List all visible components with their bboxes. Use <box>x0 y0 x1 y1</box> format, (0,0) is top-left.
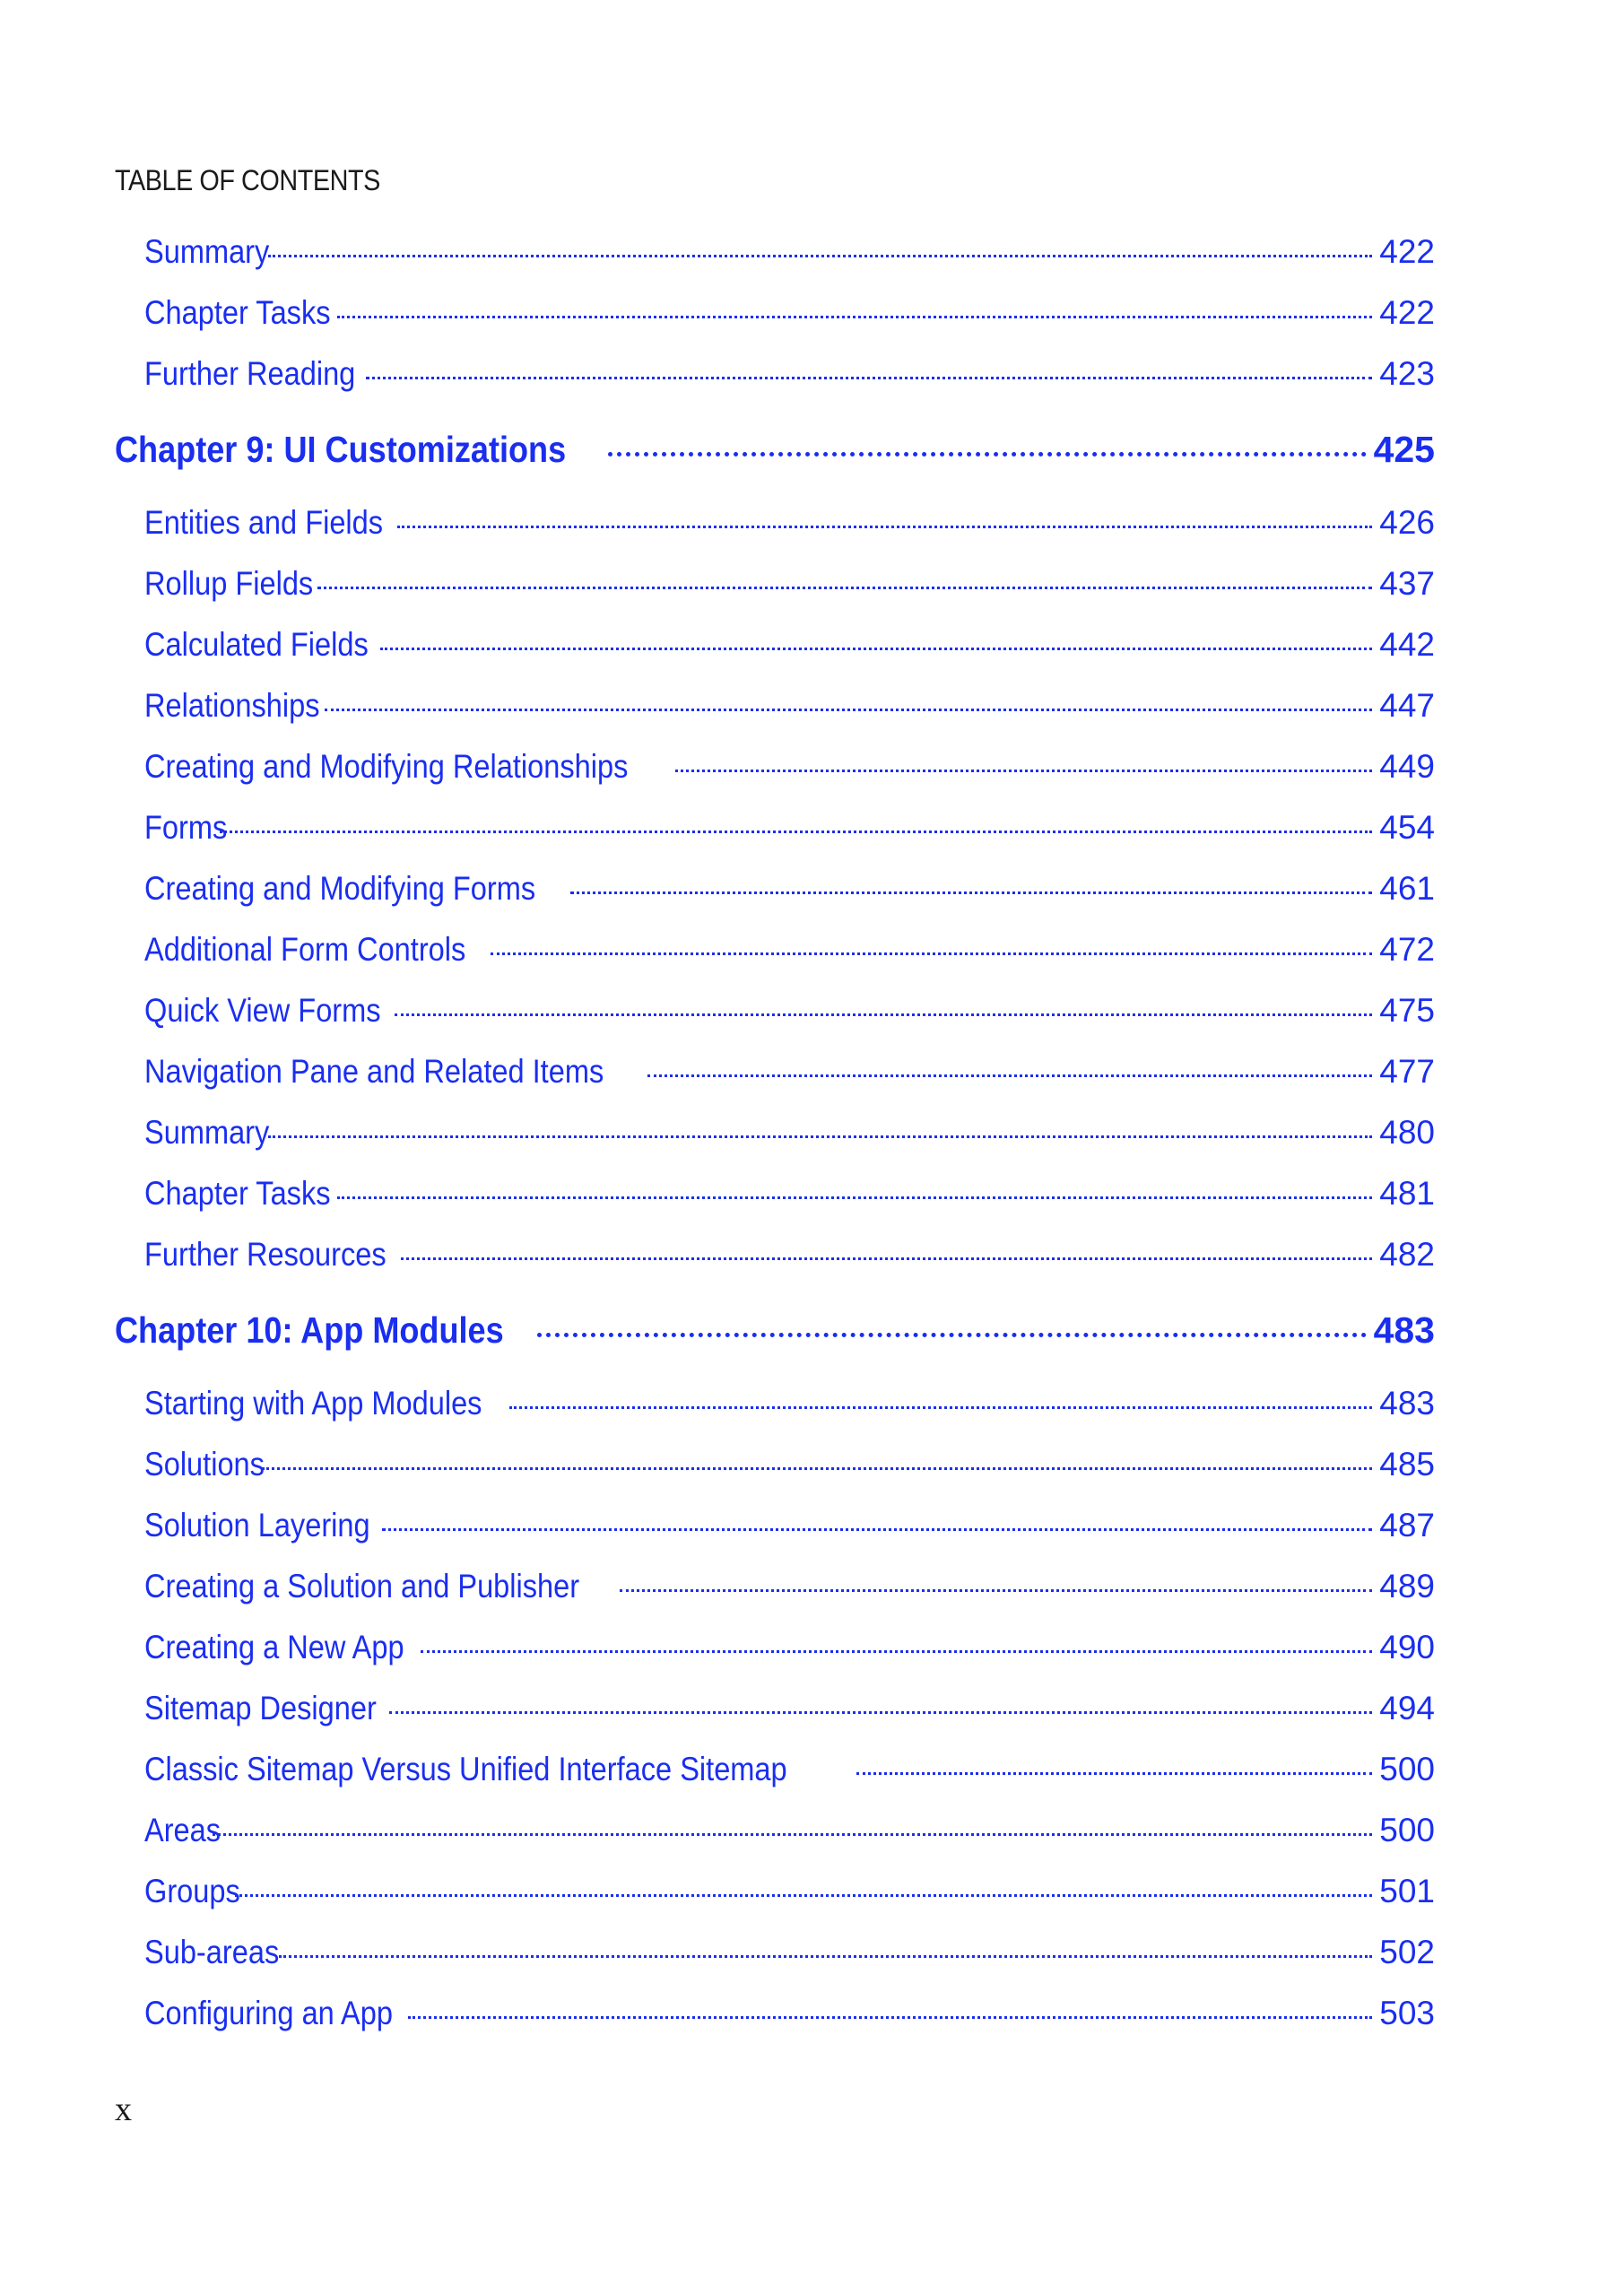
dot-leader <box>395 1013 1373 1016</box>
toc-entry-page-number: 477 <box>1379 1053 1435 1090</box>
toc-entry-title: Entities and Fields <box>144 504 384 541</box>
toc-entry-title: Chapter Tasks <box>144 1175 331 1212</box>
toc-section-entry[interactable] <box>144 1934 1435 1971</box>
dot-leader <box>620 1589 1372 1592</box>
toc-section-entry[interactable] <box>144 565 1435 603</box>
toc-entry-page-number: 501 <box>1379 1873 1435 1909</box>
page-folio: x <box>115 2091 132 2128</box>
dot-leader <box>366 377 1373 379</box>
dot-leader <box>421 1650 1372 1653</box>
toc-entry-title: Solution Layering <box>144 1507 370 1544</box>
toc-entry-page-number: 487 <box>1379 1507 1435 1544</box>
toc-section-entry[interactable] <box>144 1507 1435 1544</box>
toc-entry-page-number: 481 <box>1379 1175 1435 1212</box>
toc-entry-page-number: 494 <box>1379 1690 1435 1726</box>
toc-entry-page-number: 489 <box>1379 1568 1435 1605</box>
dot-leader <box>382 1528 1372 1531</box>
toc-entry-title: Quick View Forms <box>144 992 381 1029</box>
toc-section-entry[interactable] <box>144 626 1435 664</box>
dot-leader <box>675 770 1372 772</box>
toc-section-entry[interactable] <box>144 1053 1435 1091</box>
dot-leader <box>268 255 1373 257</box>
toc-section-entry[interactable] <box>144 1629 1435 1666</box>
toc-section-entry[interactable] <box>144 1873 1435 1910</box>
toc-entry-page-number: 442 <box>1379 626 1435 663</box>
dot-leader <box>608 452 1366 457</box>
dot-leader <box>537 1333 1366 1337</box>
toc-entry-page-number: 480 <box>1379 1114 1435 1151</box>
toc-section-entry[interactable] <box>144 1995 1435 2032</box>
dot-leader <box>337 1196 1372 1199</box>
toc-entry-page-number: 425 <box>1373 429 1435 470</box>
toc-entry-title: Creating and Modifying Relationships <box>144 748 629 785</box>
dot-leader <box>408 2016 1372 2019</box>
toc-entry-title: Sitemap Designer <box>144 1690 377 1726</box>
toc-entry-page-number: 482 <box>1379 1236 1435 1273</box>
toc-entry-title: Starting with App Modules <box>144 1385 482 1422</box>
toc-chapter-entry[interactable] <box>115 1309 1435 1352</box>
toc-entry-title: Summary <box>144 233 270 270</box>
toc-section-entry[interactable] <box>144 870 1435 908</box>
toc-entry-title: Creating a New App <box>144 1629 404 1665</box>
toc-section-entry[interactable] <box>144 748 1435 786</box>
dot-leader <box>397 526 1373 528</box>
toc-entry-title: Areas <box>144 1812 222 1848</box>
toc-section-entry[interactable] <box>144 504 1435 542</box>
toc-section-entry[interactable] <box>144 992 1435 1030</box>
toc-entry-page-number: 426 <box>1379 504 1435 541</box>
toc-entry-title: Chapter 9: UI Customizations <box>115 429 567 470</box>
toc-entry-page-number: 503 <box>1379 1995 1435 2031</box>
toc-entry-title: Classic Sitemap Versus Unified Interface Sitemap <box>144 1751 787 1787</box>
toc-entry-page-number: 490 <box>1379 1629 1435 1665</box>
toc-section-entry[interactable] <box>144 1446 1435 1483</box>
toc-section-entry[interactable] <box>144 233 1435 271</box>
toc-section-entry[interactable] <box>144 1236 1435 1274</box>
dot-leader <box>235 1894 1373 1897</box>
dot-leader <box>337 316 1372 318</box>
toc-entry-title: Further Resources <box>144 1236 387 1273</box>
toc-entry-page-number: 485 <box>1379 1446 1435 1483</box>
dot-leader <box>509 1406 1372 1409</box>
toc-section-entry[interactable] <box>144 1175 1435 1213</box>
toc-entry-title: Forms <box>144 809 228 846</box>
toc-entry-page-number: 500 <box>1379 1751 1435 1787</box>
dot-leader <box>220 831 1372 833</box>
toc-section-entry[interactable] <box>144 1751 1435 1788</box>
dot-leader <box>268 1135 1373 1138</box>
toc-section-entry[interactable] <box>144 355 1435 393</box>
dot-leader <box>262 1467 1372 1470</box>
toc-entry-title: Summary <box>144 1114 270 1151</box>
dot-leader <box>491 952 1372 955</box>
toc-entry-title: Groups <box>144 1873 240 1909</box>
toc-entry-title: Navigation Pane and Related Items <box>144 1053 604 1090</box>
toc-section-entry[interactable] <box>144 1114 1435 1152</box>
toc-entry-page-number: 483 <box>1373 1309 1435 1351</box>
dot-leader <box>380 648 1372 650</box>
toc-entry-page-number: 447 <box>1379 687 1435 724</box>
toc-entry-title: Solutions <box>144 1446 265 1483</box>
toc-entry-page-number: 461 <box>1379 870 1435 907</box>
toc-section-entry[interactable] <box>144 1385 1435 1422</box>
toc-section-entry[interactable] <box>144 809 1435 847</box>
toc-entry-title: Additional Form Controls <box>144 931 466 968</box>
toc-entry-title: Rollup Fields <box>144 565 314 602</box>
toc-entry-page-number: 449 <box>1379 748 1435 785</box>
toc-entry-page-number: 500 <box>1379 1812 1435 1848</box>
dot-leader <box>856 1772 1373 1775</box>
dot-leader <box>279 1955 1372 1958</box>
toc-entry-title: Relationships <box>144 687 320 724</box>
toc-entry-page-number: 475 <box>1379 992 1435 1029</box>
toc-section-entry[interactable] <box>144 1568 1435 1605</box>
toc-entry-title: Calculated Fields <box>144 626 369 663</box>
toc-entry-page-number: 502 <box>1379 1934 1435 1970</box>
dot-leader <box>213 1833 1372 1836</box>
toc-entry-title: Configuring an App <box>144 1995 393 2031</box>
dot-leader <box>317 587 1372 589</box>
toc-section-entry[interactable] <box>144 1812 1435 1849</box>
dot-leader <box>325 709 1372 711</box>
toc-chapter-entry[interactable] <box>115 429 1435 471</box>
toc-entry-page-number: 422 <box>1379 233 1435 270</box>
dot-leader <box>389 1711 1372 1714</box>
dot-leader <box>647 1074 1372 1077</box>
toc-entry-title: Chapter Tasks <box>144 294 331 331</box>
toc-entry-page-number: 483 <box>1379 1385 1435 1422</box>
toc-entry-title: Further Reading <box>144 355 356 392</box>
toc-entry-title: Chapter 10: App Modules <box>115 1309 504 1351</box>
dot-leader <box>570 891 1372 894</box>
toc-entry-page-number: 472 <box>1379 931 1435 968</box>
toc-entry-page-number: 423 <box>1379 355 1435 392</box>
toc-section-entry[interactable] <box>144 687 1435 725</box>
toc-section-entry[interactable] <box>144 931 1435 969</box>
toc-section-entry[interactable] <box>144 294 1435 332</box>
toc-section-entry[interactable] <box>144 1690 1435 1727</box>
toc-entry-title: Sub-areas <box>144 1934 280 1970</box>
toc-entry-title: Creating and Modifying Forms <box>144 870 536 907</box>
running-header: TABLE OF CONTENTS <box>115 164 380 196</box>
toc-entry-page-number: 454 <box>1379 809 1435 846</box>
toc-entry-title: Creating a Solution and Publisher <box>144 1568 580 1605</box>
toc-entry-page-number: 437 <box>1379 565 1435 602</box>
toc-entry-page-number: 422 <box>1379 294 1435 331</box>
dot-leader <box>401 1257 1373 1260</box>
